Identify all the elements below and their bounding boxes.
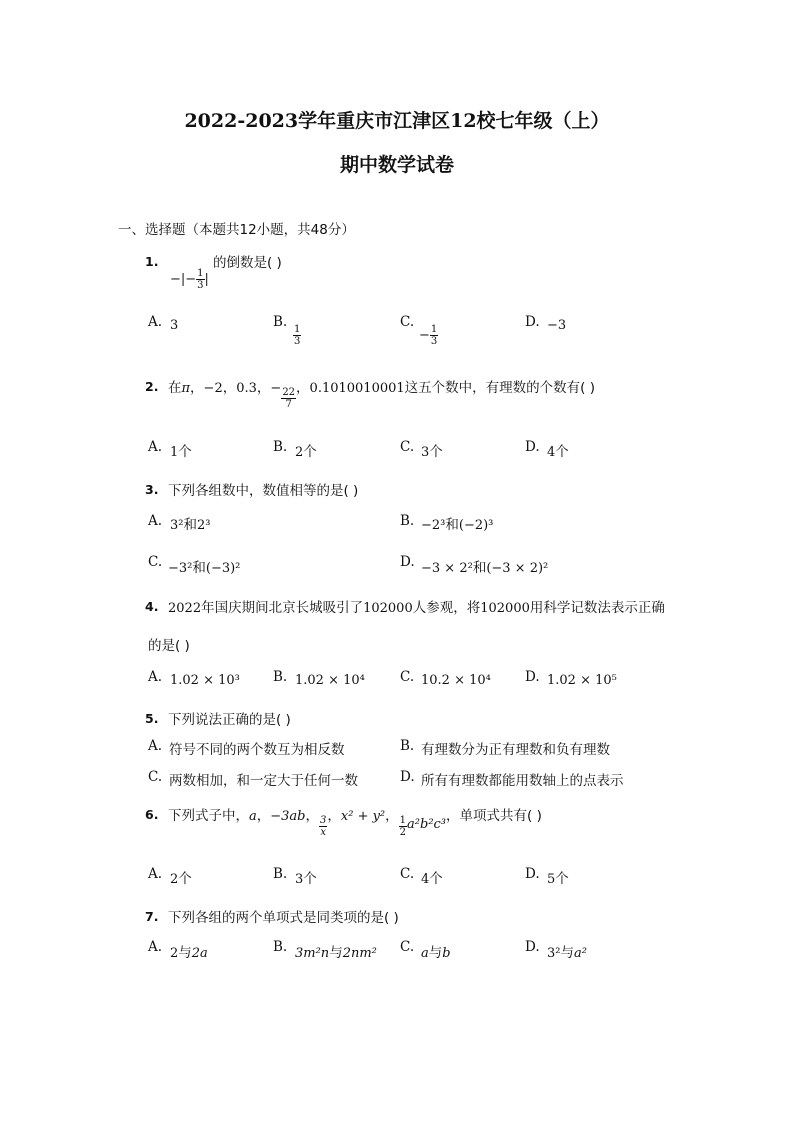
- option-label: D.: [525, 866, 540, 882]
- option-label: C.: [400, 669, 415, 685]
- option-value: −3: [547, 318, 567, 333]
- question-text: 下列说法正确的是( ): [168, 712, 291, 728]
- option-value: [421, 867, 443, 887]
- question-number: 6.: [145, 807, 159, 822]
- expr: b: [442, 946, 451, 961]
- option-label: A.: [148, 866, 163, 882]
- text: ，单项式共有( ): [446, 808, 542, 824]
- separator: ，: [222, 380, 237, 396]
- denominator: 3: [430, 336, 438, 347]
- option-label: C.: [400, 939, 415, 955]
- question-text: [168, 376, 595, 410]
- option-text: 所有有理数都能用数轴上的点表示: [421, 773, 624, 789]
- expr: (−3)²: [205, 561, 241, 576]
- number: 3: [421, 445, 430, 460]
- unit: 个: [303, 871, 317, 887]
- option-label: C.: [148, 769, 163, 785]
- option-value: [419, 324, 438, 347]
- option-label: B.: [273, 314, 288, 330]
- denominator: 2: [399, 826, 407, 838]
- option-value: [421, 440, 443, 460]
- option-text: 符号不同的两个数互为相反数: [169, 742, 345, 758]
- number: 0.3: [236, 381, 257, 396]
- number: 1: [170, 445, 179, 460]
- separator: ，: [296, 380, 310, 396]
- numerator: 1: [399, 814, 407, 826]
- option-label: B.: [400, 738, 415, 754]
- option-label: B.: [273, 669, 288, 685]
- text: 在: [168, 380, 182, 396]
- separator: ，: [305, 808, 320, 824]
- option-value: [421, 941, 451, 961]
- expr: −3²: [168, 561, 193, 576]
- option-label: A.: [148, 439, 163, 455]
- text: 下列式子中，: [168, 808, 249, 824]
- question-text: [168, 596, 665, 616]
- option-value: [170, 440, 192, 460]
- option-text: 两数相加，和一定大于任何一数: [169, 773, 358, 789]
- separator: ，: [385, 808, 399, 824]
- option-label: A.: [148, 513, 163, 529]
- separator: ，: [190, 380, 204, 396]
- option-value: [170, 513, 210, 533]
- unit: 个: [178, 444, 192, 460]
- option-value: 1.02 × 10³: [170, 673, 240, 688]
- q1-expression: [170, 268, 209, 291]
- unit: 个: [555, 871, 569, 887]
- numerator: 1: [430, 324, 438, 335]
- number: 2022: [168, 601, 202, 616]
- denominator: 3: [294, 336, 301, 347]
- option-label: B.: [273, 866, 288, 882]
- fraction: [281, 387, 296, 410]
- number: 102000: [480, 601, 530, 616]
- text: 用科学记数法表示正确: [529, 600, 665, 616]
- option-value: [421, 556, 548, 576]
- number: −2: [203, 381, 223, 396]
- option-label: B.: [273, 439, 288, 455]
- question-number: 5.: [145, 711, 159, 726]
- option-value: 1.02 × 10⁴: [295, 673, 365, 688]
- conjunction: 和: [192, 560, 206, 576]
- option-label: C.: [400, 439, 415, 455]
- fraction: [430, 324, 438, 347]
- expr: (−2)³: [458, 518, 494, 533]
- question-text-continued: 的是( ): [148, 638, 190, 654]
- text: 这五个数中，有理数的个数有( ): [404, 380, 595, 396]
- expr: −2³: [421, 518, 446, 533]
- option-label: D.: [525, 669, 540, 685]
- option-value: 3: [170, 318, 179, 333]
- q1-bar: |: [204, 272, 209, 287]
- expr: a: [249, 809, 257, 824]
- expr: x² + y²: [340, 809, 386, 824]
- fraction: [196, 268, 204, 291]
- text: 年国庆期间北京长城吸引了: [201, 600, 364, 616]
- option-value: 1.02 × 10⁵: [547, 673, 617, 688]
- option-label: A.: [148, 939, 163, 955]
- pi-symbol: π: [181, 381, 191, 396]
- option-label: D.: [400, 554, 415, 570]
- option-label: D.: [400, 769, 415, 785]
- option-value: [295, 867, 317, 887]
- separator: ，: [256, 380, 271, 396]
- exam-title-line2: 期中数学试卷: [339, 154, 454, 176]
- option-label: C.: [148, 554, 163, 570]
- option-value: [170, 867, 192, 887]
- exam-title-line1: 2022-2023学年重庆市江津区12校七年级（上）: [184, 110, 610, 132]
- separator: ，: [327, 808, 341, 824]
- number: 5: [547, 872, 556, 887]
- expr: −3 × 2²: [421, 561, 473, 576]
- conjunction: 与: [178, 945, 192, 961]
- conjunction: 与: [329, 945, 343, 961]
- expr: −3ab: [270, 809, 306, 824]
- expr: 2³: [196, 518, 211, 533]
- section-heading: 一、选择题（本题共12小题，共48分）: [118, 222, 355, 238]
- option-label: C.: [400, 866, 415, 882]
- sign: −: [270, 381, 282, 396]
- conjunction: 与: [428, 945, 443, 961]
- option-value: 10.2 × 10⁴: [421, 673, 491, 688]
- option-label: B.: [400, 513, 415, 529]
- conjunction: 和: [472, 560, 487, 576]
- unit: 个: [429, 444, 443, 460]
- denominator: 7: [285, 398, 292, 410]
- option-value: [293, 324, 301, 347]
- expr: a: [421, 946, 429, 961]
- expr: a²b²c³: [407, 817, 447, 832]
- option-value: [295, 440, 317, 460]
- numerator: 22: [282, 386, 296, 398]
- option-label: B.: [273, 939, 288, 955]
- numerator: 1: [197, 268, 204, 279]
- option-text: 有理数分为正有理数和负有理数: [421, 742, 610, 758]
- option-value: [547, 941, 587, 961]
- expr: (−3 × 2)²: [486, 561, 549, 576]
- option-value: [421, 513, 493, 533]
- numerator: 3: [320, 814, 327, 826]
- number: 102000: [363, 601, 413, 616]
- expr: 3m²n: [295, 946, 330, 961]
- expr: 2nm²: [342, 946, 377, 961]
- numerator: 1: [294, 324, 301, 335]
- number: 0.1010010001: [309, 381, 405, 396]
- option-value: [295, 941, 377, 961]
- question-number: 4.: [145, 599, 159, 614]
- fraction: [319, 815, 327, 838]
- number: 2: [295, 445, 304, 460]
- number: 4: [547, 445, 556, 460]
- option-label: C.: [400, 314, 415, 330]
- unit: 个: [303, 444, 317, 460]
- option-value: [547, 440, 569, 460]
- conjunction: 和: [445, 517, 459, 533]
- unit: 个: [429, 871, 443, 887]
- expr: a²: [573, 946, 587, 961]
- question-number: 7.: [145, 909, 159, 924]
- number: 4: [421, 872, 430, 887]
- question-text: 下列各组数中，数值相等的是( ): [168, 483, 359, 499]
- option-value: [168, 556, 240, 576]
- option-value: [547, 867, 569, 887]
- option-label: D.: [525, 439, 540, 455]
- unit: 个: [178, 871, 192, 887]
- question-number: 1.: [145, 254, 159, 269]
- fraction: [293, 324, 301, 347]
- expr: 2a: [191, 946, 208, 961]
- question-number: 2.: [145, 379, 159, 394]
- option-value: [170, 941, 208, 961]
- sign: −: [419, 328, 430, 343]
- number: 3: [295, 872, 304, 887]
- option-label: A.: [148, 314, 163, 330]
- option-label: D.: [525, 939, 540, 955]
- option-label: A.: [148, 738, 163, 754]
- question-text: 下列各组的两个单项式是同类项的是( ): [168, 910, 399, 926]
- denominator: 3: [197, 280, 204, 291]
- separator: ，: [256, 808, 271, 824]
- number: 2: [170, 872, 179, 887]
- expr: 3²: [547, 946, 561, 961]
- conjunction: 与: [560, 945, 574, 961]
- option-label: A.: [148, 669, 163, 685]
- conjunction: 和: [183, 517, 197, 533]
- q1-prefix: −|−: [170, 272, 197, 287]
- option-label: D.: [525, 314, 540, 330]
- question-number: 3.: [145, 482, 159, 497]
- expr: 2: [170, 946, 179, 961]
- denominator: x: [320, 826, 327, 838]
- text: 人参观，将: [412, 600, 481, 616]
- fraction: [399, 815, 407, 838]
- question-text: [168, 804, 542, 838]
- unit: 个: [555, 444, 569, 460]
- expr: 3²: [170, 518, 184, 533]
- question-text: 的倒数是( ): [213, 255, 282, 271]
